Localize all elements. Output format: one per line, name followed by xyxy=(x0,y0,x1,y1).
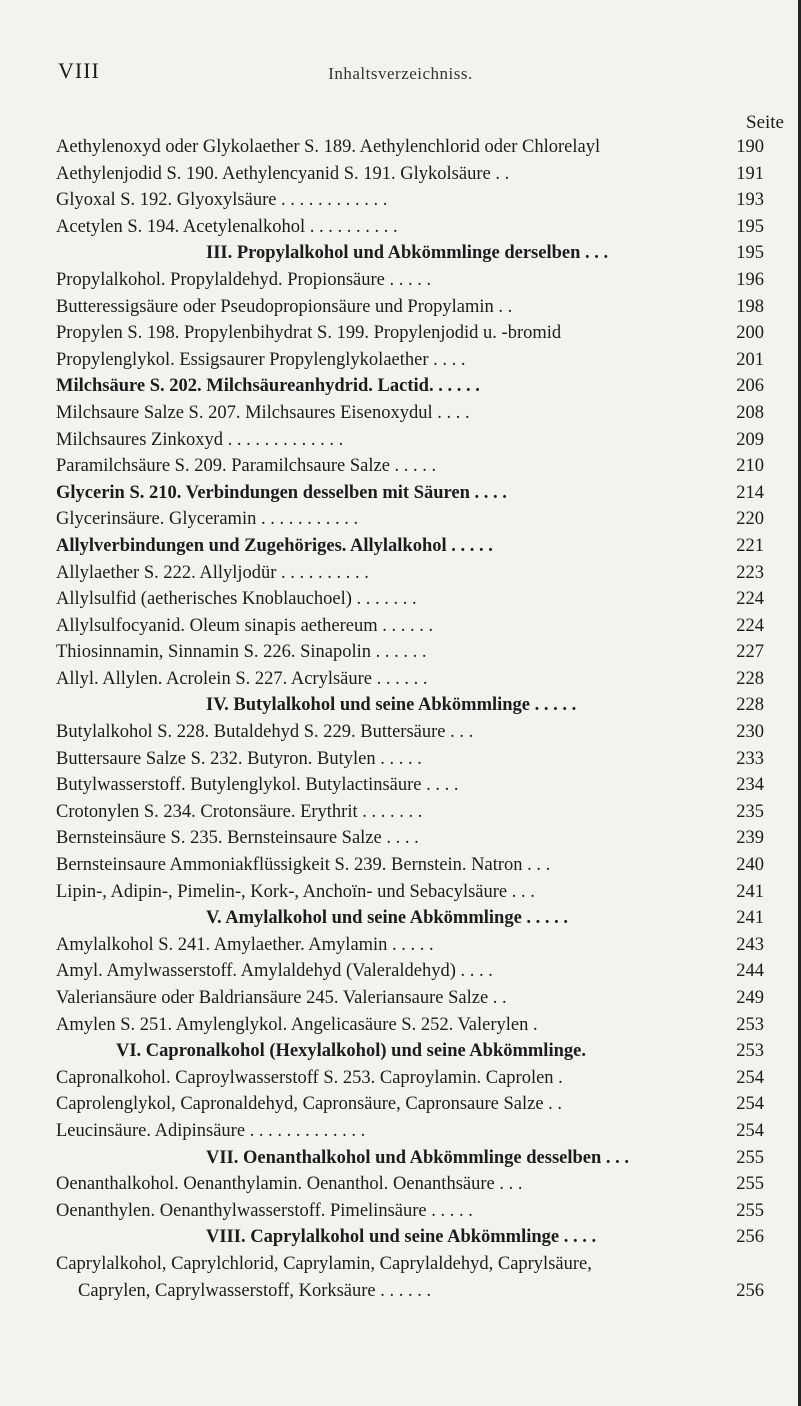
toc-entry xyxy=(56,267,764,294)
toc-entry xyxy=(56,639,764,666)
toc-entry-text: Butteressigsäure oder Pseudopropionsäure und Propylamin . . xyxy=(56,296,513,317)
toc-entry xyxy=(56,1065,764,1092)
toc-entry xyxy=(56,825,764,852)
toc-entry xyxy=(56,400,764,427)
toc-entry-text: V. Amylalkohol und seine Abkömmlinge . . . . . xyxy=(206,908,569,929)
toc-entry-text: Caprolenglykol, Capronaldehyd, Capronsäure, Capronsaure Salze . . xyxy=(56,1094,563,1115)
page-column-label: Seite xyxy=(746,112,784,133)
toc-entry-text: Bernsteinsaure Ammoniakflüssigkeit S. 239. Bernstein. Natron . . . xyxy=(56,855,551,876)
toc-entry xyxy=(56,347,764,374)
toc-entry-text: Amylen S. 251. Amylenglykol. Angelicasäure S. 252. Valerylen . xyxy=(56,1014,538,1035)
toc-entry xyxy=(56,852,764,879)
toc-entry-text: Butylalkohol S. 228. Butaldehyd S. 229. Buttersäure . . . xyxy=(56,722,474,743)
toc-entry-page: 195 xyxy=(736,216,764,237)
toc-entry-page: 253 xyxy=(736,1014,764,1035)
toc-section-heading xyxy=(56,1145,764,1172)
toc-entry-text: Caprylalkohol, Caprylchlorid, Caprylamin, Caprylaldehyd, Caprylsäure, xyxy=(56,1253,592,1274)
toc-entry-text: Allylsulfocyanid. Oleum sinapis aethereum . . . . . . xyxy=(56,615,434,636)
toc-entry-page: 256 xyxy=(736,1280,764,1301)
toc-entry-page: 190 xyxy=(736,137,764,157)
toc-entry xyxy=(56,294,764,321)
toc-entry-text: Oenanthalkohol. Oenanthylamin. Oenanthol. Oenanthsäure . . . xyxy=(56,1174,523,1195)
toc-entry-text: Allyl. Allylen. Acrolein S. 227. Acrylsäure . . . . . . xyxy=(56,668,428,689)
toc-entry-text: Buttersaure Salze S. 232. Butyron. Butylen . . . . . xyxy=(56,748,422,769)
toc-entry xyxy=(56,666,764,693)
toc-entry-text: Amyl. Amylwasserstoff. Amylaldehyd (Valeraldehyd) . . . . xyxy=(56,961,493,982)
toc-entry xyxy=(56,506,764,533)
toc-entry-text: VIII. Caprylalkohol und seine Abkömmlinge . . . . xyxy=(206,1227,597,1248)
toc-entry xyxy=(56,427,764,454)
toc-entry-page: 244 xyxy=(736,961,764,982)
toc-entry-page: 220 xyxy=(736,509,764,530)
toc-section-heading xyxy=(56,1038,764,1065)
toc-entry-page: 196 xyxy=(736,269,764,290)
toc-entry xyxy=(56,373,764,400)
toc-entry-text: Aethylenoxyd oder Glykolaether S. 189. Aethylenchlorid oder Chlorelayl xyxy=(56,137,601,157)
toc-entry-page: 243 xyxy=(736,934,764,955)
toc-entry xyxy=(56,560,764,587)
toc-entry-text: Propylen S. 198. Propylenbihydrat S. 199. Propylenjodid u. -bromid xyxy=(56,323,562,344)
toc-entry-text: Glycerin S. 210. Verbindungen desselben mit Säuren . . . . xyxy=(56,482,507,503)
toc-entry xyxy=(56,586,764,613)
page-number: VIII xyxy=(58,58,100,83)
toc-entry-text: VII. Oenanthalkohol und Abkömmlinge desselben . . . xyxy=(206,1147,630,1168)
toc-entry xyxy=(56,533,764,560)
toc-entry-page: 223 xyxy=(736,562,764,583)
toc-entry xyxy=(56,187,764,214)
toc-entry-text: IV. Butylalkohol und seine Abkömmlinge . . . . . xyxy=(206,695,577,716)
toc-entry xyxy=(56,1198,764,1225)
toc-entry-page: 224 xyxy=(736,615,764,636)
toc-entry-page: 254 xyxy=(736,1120,764,1141)
toc-entry-text: Milchsaure Salze S. 207. Milchsaures Eisenoxydul . . . . xyxy=(56,402,470,423)
toc-entry-page: 201 xyxy=(736,349,764,370)
toc-entry-page: 255 xyxy=(736,1174,764,1195)
toc-entry xyxy=(56,879,764,906)
toc-entry-page: 241 xyxy=(736,908,764,929)
toc-entry-text: Milchsaures Zinkoxyd . . . . . . . . . . . . . xyxy=(56,429,344,450)
toc-entry-page: 214 xyxy=(736,482,764,503)
toc-entry-page: 228 xyxy=(736,695,764,716)
toc-entry-page: 233 xyxy=(736,748,764,769)
toc-entry-page: 254 xyxy=(736,1094,764,1115)
toc-entry xyxy=(56,320,764,347)
toc-entry-page: 210 xyxy=(736,456,764,477)
toc-entry-text: Propylalkohol. Propylaldehyd. Propionsäure . . . . . xyxy=(56,269,432,290)
toc-entry-page: 227 xyxy=(736,642,764,663)
toc-entry-text: Acetylen S. 194. Acetylenalkohol . . . . . . . . . . xyxy=(56,216,398,237)
toc-entry-text: Caprylen, Caprylwasserstoff, Korksäure . . . . . . xyxy=(78,1280,432,1301)
toc-entry-text: Valeriansäure oder Baldriansäure 245. Valeriansaure Salze . . xyxy=(56,988,507,1008)
toc-entry xyxy=(56,719,764,746)
toc-entry xyxy=(56,480,764,507)
toc-entry-page: 206 xyxy=(736,376,764,397)
toc-entry-page: 193 xyxy=(736,190,764,211)
toc-entry xyxy=(56,453,764,480)
toc-entry xyxy=(56,613,764,640)
running-title: Inhaltsverzeichniss. xyxy=(328,64,473,83)
toc-entry-text: Leucinsäure. Adipinsäure . . . . . . . . . . . . . xyxy=(56,1120,366,1141)
toc-entry xyxy=(56,1091,764,1118)
toc-entry-text: Bernsteinsäure S. 235. Bernsteinsaure Salze . . . . xyxy=(56,828,419,849)
toc-entry-page: 256 xyxy=(736,1227,764,1248)
toc-entry-page: 221 xyxy=(736,535,764,556)
toc-entry xyxy=(56,214,764,241)
toc-entry-text: III. Propylalkohol und Abkömmlinge derselben . . . xyxy=(206,243,609,264)
toc-entry-page: 253 xyxy=(736,1041,764,1062)
toc-entry xyxy=(56,985,764,1012)
toc-entry-page: 255 xyxy=(736,1147,764,1168)
toc-entry-text: Glycerinsäure. Glyceramin . . . . . . . . . . . xyxy=(56,509,359,530)
toc-entry-text: Capronalkohol. Caproylwasserstoff S. 253. Caproylamin. Caprolen . xyxy=(56,1067,563,1088)
toc-entry xyxy=(56,799,764,826)
toc-entry-page: 195 xyxy=(736,243,764,264)
toc-entry-page: 200 xyxy=(736,323,764,344)
toc-entry-text: Allylsulfid (aetherisches Knoblauchoel) . . . . . . . xyxy=(56,589,417,610)
toc-entry-page: 209 xyxy=(736,429,764,450)
toc-entry-page: 254 xyxy=(736,1067,764,1088)
toc-entry-page: 198 xyxy=(736,296,764,317)
toc-entry xyxy=(56,958,764,985)
toc-entry-page: 208 xyxy=(736,402,764,423)
toc-entry-text: Lipin-, Adipin-, Pimelin-, Kork-, Anchoïn- und Sebacylsäure . . . xyxy=(56,881,535,902)
toc-entry-page: 240 xyxy=(736,855,764,876)
toc-entry xyxy=(56,772,764,799)
toc-section-heading xyxy=(56,1224,764,1251)
toc-entry-text: Milchsäure S. 202. Milchsäureanhydrid. Lactid. . . . . . xyxy=(56,376,480,397)
toc-entry-page: 235 xyxy=(736,801,764,822)
toc-entry xyxy=(56,134,764,161)
toc-entry xyxy=(56,1251,764,1278)
toc-entry xyxy=(56,932,764,959)
toc-entry-text: Propylenglykol. Essigsaurer Propylenglykolaether . . . . xyxy=(56,349,466,370)
toc-entry xyxy=(56,1118,764,1145)
toc-entry xyxy=(56,1278,764,1305)
toc-entry-page: 224 xyxy=(736,589,764,610)
toc-entry-text: Allylverbindungen und Zugehöriges. Allylalkohol . . . . . xyxy=(56,535,493,556)
toc-entry-page: 228 xyxy=(736,668,764,689)
toc-entry-page: 241 xyxy=(736,881,764,902)
toc-entry-page: 255 xyxy=(736,1200,764,1221)
toc-entry-text: Butylwasserstoff. Butylenglykol. Butylactinsäure . . . . xyxy=(56,775,459,796)
toc-entry-page: 191 xyxy=(736,163,764,184)
toc-entry-text: Oenanthylen. Oenanthylwasserstoff. Pimelinsäure . . . . . xyxy=(56,1200,473,1221)
toc-entry-text: Crotonylen S. 234. Crotonsäure. Erythrit . . . . . . . xyxy=(56,801,423,822)
toc-entry-text: VI. Capronalkohol (Hexylalkohol) und seine Abkömmlinge. xyxy=(116,1041,586,1062)
toc-section-heading xyxy=(56,240,764,267)
toc-entry-text: Aethylenjodid S. 190. Aethylencyanid S. 191. Glykolsäure . . xyxy=(56,163,510,184)
toc-entry-text: Amylalkohol S. 241. Amylaether. Amylamin . . . . . xyxy=(56,934,434,955)
table-of-contents xyxy=(56,134,764,1304)
toc-entry-page: 234 xyxy=(736,775,764,796)
toc-entry xyxy=(56,161,764,188)
toc-entry xyxy=(56,746,764,773)
toc-section-heading xyxy=(56,692,764,719)
toc-entry-page: 230 xyxy=(736,722,764,743)
toc-entry-text: Paramilchsäure S. 209. Paramilchsaure Salze . . . . . xyxy=(56,456,437,477)
toc-entry-page: 239 xyxy=(736,828,764,849)
toc-section-heading xyxy=(56,905,764,932)
toc-entry xyxy=(56,1012,764,1039)
toc-entry-page: 249 xyxy=(736,988,764,1008)
toc-entry xyxy=(56,1171,764,1198)
toc-entry-text: Allylaether S. 222. Allyljodür . . . . . . . . . . xyxy=(56,562,369,583)
toc-entry-text: Glyoxal S. 192. Glyoxylsäure . . . . . . . . . . . . xyxy=(56,190,388,211)
toc-entry-text: Thiosinnamin, Sinnamin S. 226. Sinapolin . . . . . . xyxy=(56,642,427,663)
